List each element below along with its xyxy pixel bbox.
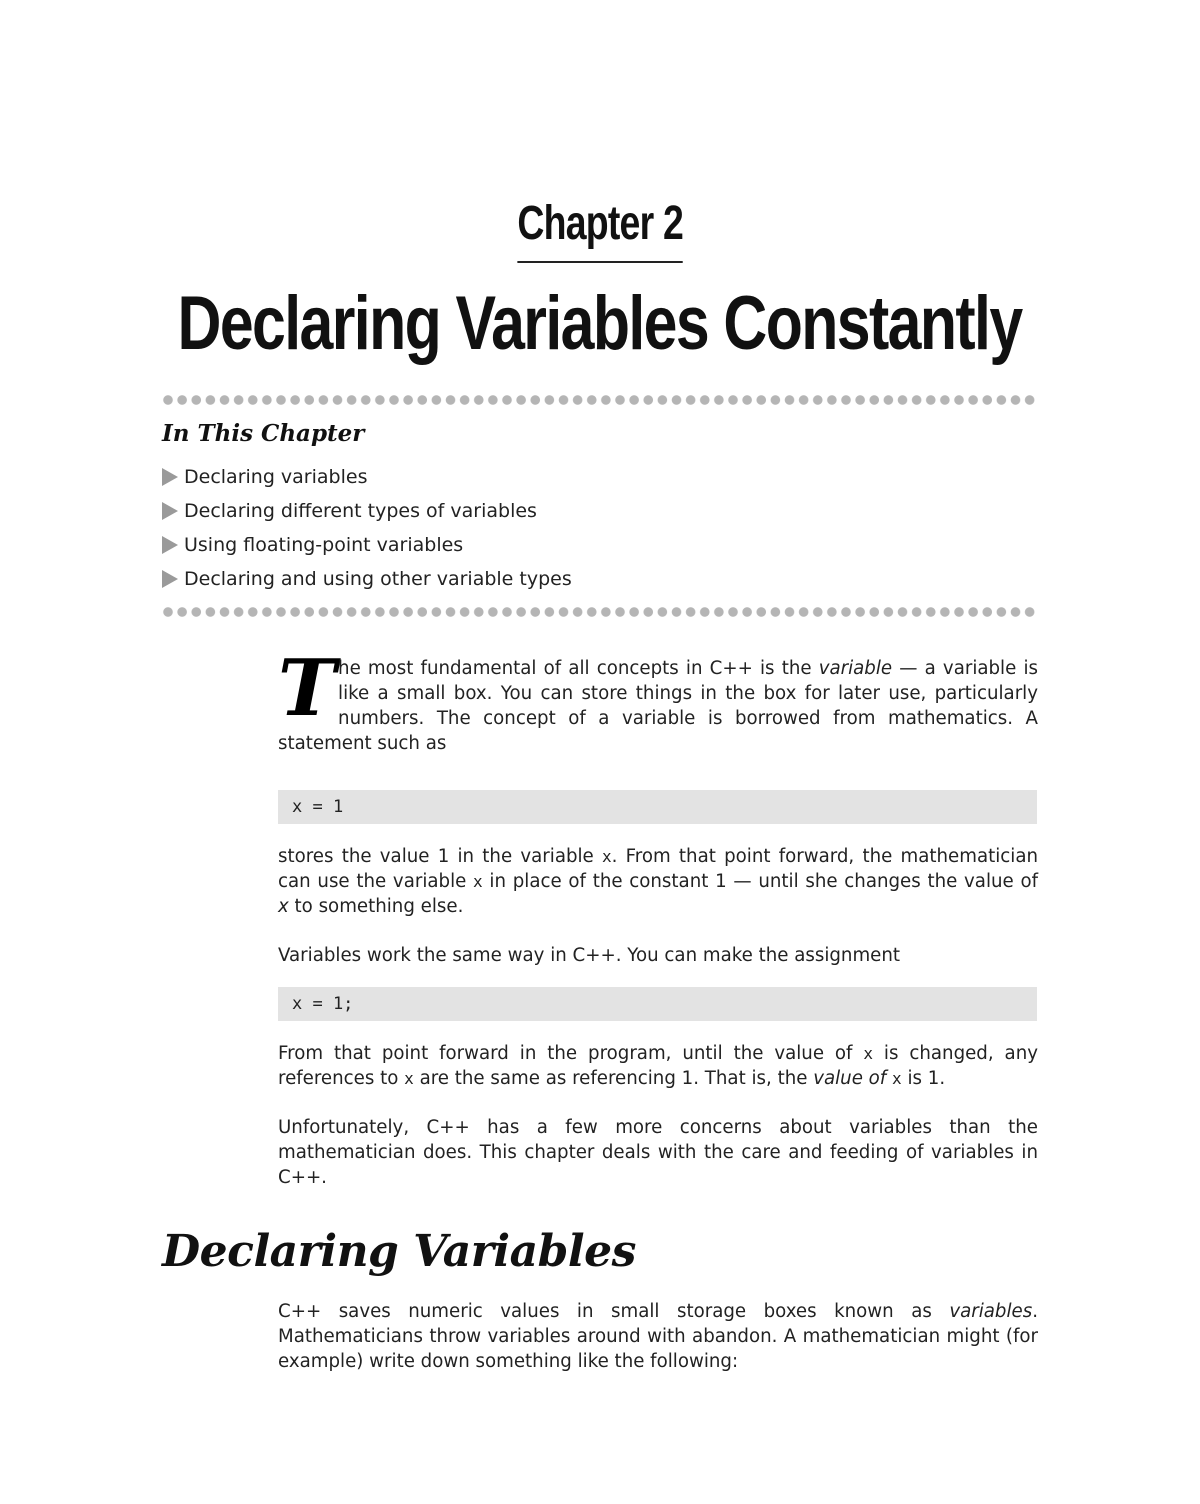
list-item-text: Declaring different types of variables xyxy=(184,500,537,522)
inline-code: x xyxy=(863,1044,874,1063)
text-run: is 1. xyxy=(901,1068,946,1089)
inline-code: x xyxy=(601,847,612,866)
list-item-text: Declaring and using other variable types xyxy=(184,568,572,590)
list-item xyxy=(162,460,572,494)
dotted-divider-bottom xyxy=(162,606,1038,618)
paragraph-text: Unfortunately, C++ has a few more concerns about variables than the mathematician does. This chapter deals with the care and feeding of variables in C++. xyxy=(278,1117,1038,1188)
inline-code: x xyxy=(473,872,483,891)
triangle-bullet-icon xyxy=(162,570,178,588)
chapter-number-text: Chapter 2 xyxy=(517,198,683,263)
in-this-chapter-list xyxy=(162,460,572,596)
paragraph xyxy=(278,1299,1038,1374)
text-run: . From that point forward, the mathematician can use the variable xyxy=(278,846,1039,892)
chapter-title-text: Declaring Variables Constantly xyxy=(177,281,1023,366)
text-run: are the same as referencing 1. That is, the xyxy=(413,1068,814,1089)
triangle-bullet-icon xyxy=(162,502,178,520)
italic-term: x xyxy=(278,896,289,917)
italic-term: variable xyxy=(818,658,893,679)
dotted-divider-top xyxy=(162,394,1038,406)
intro-paragraph xyxy=(278,643,1038,756)
text-run: he most fundamental of all concepts in C++ is the xyxy=(338,658,819,679)
paragraph xyxy=(278,943,1038,968)
code-block: x = 1; xyxy=(278,987,1037,1021)
section-heading: Declaring Variables xyxy=(162,1226,636,1277)
chapter-title xyxy=(0,282,1200,366)
italic-term: value of xyxy=(813,1068,887,1089)
paragraph xyxy=(278,1041,1038,1091)
triangle-bullet-icon xyxy=(162,468,178,486)
chapter-number xyxy=(0,198,1200,263)
list-item xyxy=(162,562,572,596)
list-item xyxy=(162,528,572,562)
text-run: . Mathematicians throw variables around with abandon. A mathematician might (for example) write down something like the following: xyxy=(278,1301,1038,1372)
text-run: in place of the constant 1 — until she changes the value of xyxy=(482,871,1038,892)
triangle-bullet-icon xyxy=(162,536,178,554)
text-run: From that point forward in the program, until the value of xyxy=(278,1043,864,1064)
drop-cap: T xyxy=(278,643,337,734)
text-run: to something else. xyxy=(288,896,464,917)
list-item-text: Declaring variables xyxy=(184,466,368,488)
italic-term: variables xyxy=(949,1301,1033,1322)
paragraph xyxy=(278,1115,1038,1190)
inline-code: x xyxy=(892,1069,902,1088)
paragraph-text: Variables work the same way in C++. You can make the assignment xyxy=(278,945,901,966)
list-item-text: Using floating-point variables xyxy=(184,534,464,556)
text-run: is changed, any references to xyxy=(278,1043,1038,1089)
text-run: stores the value 1 in the variable xyxy=(278,846,602,867)
inline-code: x xyxy=(404,1069,414,1088)
code-block: x = 1 xyxy=(278,790,1037,824)
list-item xyxy=(162,494,572,528)
paragraph xyxy=(278,844,1038,919)
in-this-chapter-heading: In This Chapter xyxy=(162,420,365,447)
text-run: — a variable is like a small box. You can store things in the box for later use, particularly numbers. The concept of a variable is borrowed from mathematics. A statement such as xyxy=(278,658,1038,754)
text-run: C++ saves numeric values in small storage boxes known as xyxy=(278,1301,950,1322)
